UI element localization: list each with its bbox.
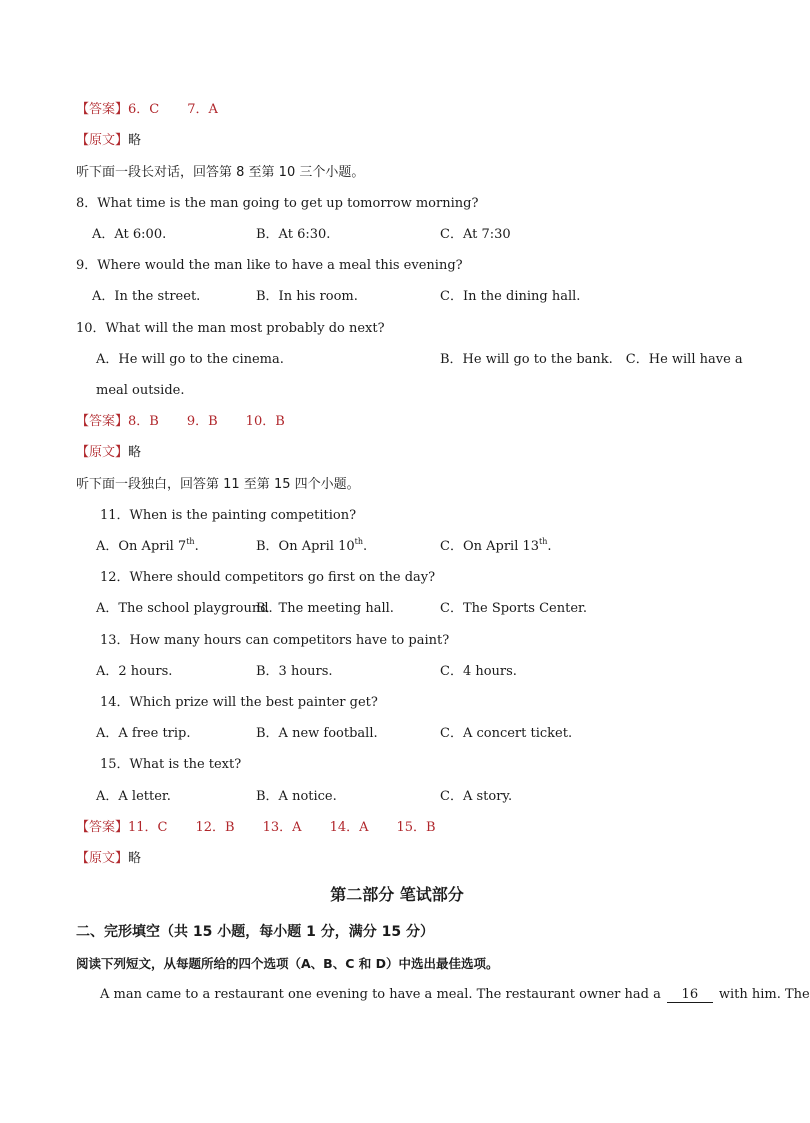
answer-6: 6．C: [128, 102, 160, 117]
answer-line-8-10: 【答案】8．B 9．B 10．B: [76, 414, 285, 429]
intro-11-15: 听下面一段独白，回答第 11 至第 15 四个小题。: [76, 477, 360, 492]
answer-8: 8．B: [128, 414, 159, 429]
q8-option-a: A．At 6:00.: [92, 227, 167, 242]
q10-option-b-c: B．He will go to the bank. C．He will have a: [440, 352, 743, 367]
q12-option-a: A．The school playground.: [96, 601, 273, 616]
question-15-stem: 15．What is the text?: [100, 757, 242, 772]
q13-option-b: B．3 hours.: [256, 664, 333, 679]
question-9-stem: 9．Where would the man like to have a meal this evening?: [76, 258, 463, 273]
cloze-instruction: 阅读下列短文，从每题所给的四个选项（A、B、C 和 D）中选出最佳选项。: [76, 956, 499, 971]
q11-option-a: A．On April 7th.: [96, 537, 199, 554]
q8-option-b: B．At 6:30.: [256, 227, 331, 242]
q13-option-a: A．2 hours.: [96, 664, 173, 679]
cloze-passage-first-line: A man came to a restaurant one evening to have a meal. The restaurant owner had a 16 with him. The: [100, 987, 810, 1002]
answer-10: 10．B: [245, 414, 285, 429]
question-10-stem: 10．What will the man most probably do next?: [76, 321, 385, 336]
answer-11: 11．C: [128, 820, 168, 835]
answer-12: 12．B: [195, 820, 235, 835]
question-11-stem: 11．When is the painting competition?: [100, 508, 357, 523]
intro-8-10: 听下面一段长对话，回答第 8 至第 10 三个小题。: [76, 165, 365, 180]
q9-option-c: C．In the dining hall.: [440, 289, 581, 304]
source-line-1: 【原文】略: [76, 133, 142, 148]
answer-13: 13．A: [262, 820, 302, 835]
q8-option-c: C．At 7:30: [440, 227, 511, 242]
q10-option-c-continued: meal outside.: [96, 383, 185, 398]
answer-15: 15．B: [396, 820, 436, 835]
blank-16: 16: [667, 987, 713, 1003]
q11-option-b: B．On April 10th.: [256, 537, 368, 554]
answer-line-11-15: 【答案】11．C 12．B 13．A 14．A 15．B: [76, 820, 436, 835]
answer-line-6-7: 【答案】6．C 7．A: [76, 102, 218, 117]
question-14-stem: 14．Which prize will the best painter get?: [100, 695, 378, 710]
part-two-title: 第二部分 笔试部分: [330, 885, 464, 904]
q15-option-b: B．A notice.: [256, 789, 337, 804]
q9-option-a: A．In the street.: [92, 289, 201, 304]
q14-option-a: A．A free trip.: [96, 726, 191, 741]
q11-option-c: C．On April 13th.: [440, 537, 552, 554]
answer-7: 7．A: [187, 102, 218, 117]
answer-14: 14．A: [329, 820, 369, 835]
q9-option-b: B．In his room.: [256, 289, 358, 304]
section-two-title: 二、完形填空（共 15 小题，每小题 1 分，满分 15 分）: [76, 924, 434, 940]
q13-option-c: C．4 hours.: [440, 664, 517, 679]
question-13-stem: 13．How many hours can competitors have to paint?: [100, 633, 450, 648]
q15-option-a: A．A letter.: [96, 789, 171, 804]
q14-option-c: C．A concert ticket.: [440, 726, 573, 741]
q12-option-b: B．The meeting hall.: [256, 601, 394, 616]
source-line-2: 【原文】略: [76, 445, 142, 460]
q15-option-c: C．A story.: [440, 789, 513, 804]
answer-9: 9．B: [186, 414, 218, 429]
source-line-3: 【原文】略: [76, 851, 142, 866]
question-8-stem: 8．What time is the man going to get up tomorrow morning?: [76, 196, 479, 211]
q14-option-b: B．A new football.: [256, 726, 378, 741]
question-12-stem: 12．Where should competitors go first on the day?: [100, 570, 436, 585]
q12-option-c: C．The Sports Center.: [440, 601, 587, 616]
q10-option-a: A．He will go to the cinema.: [96, 352, 284, 367]
